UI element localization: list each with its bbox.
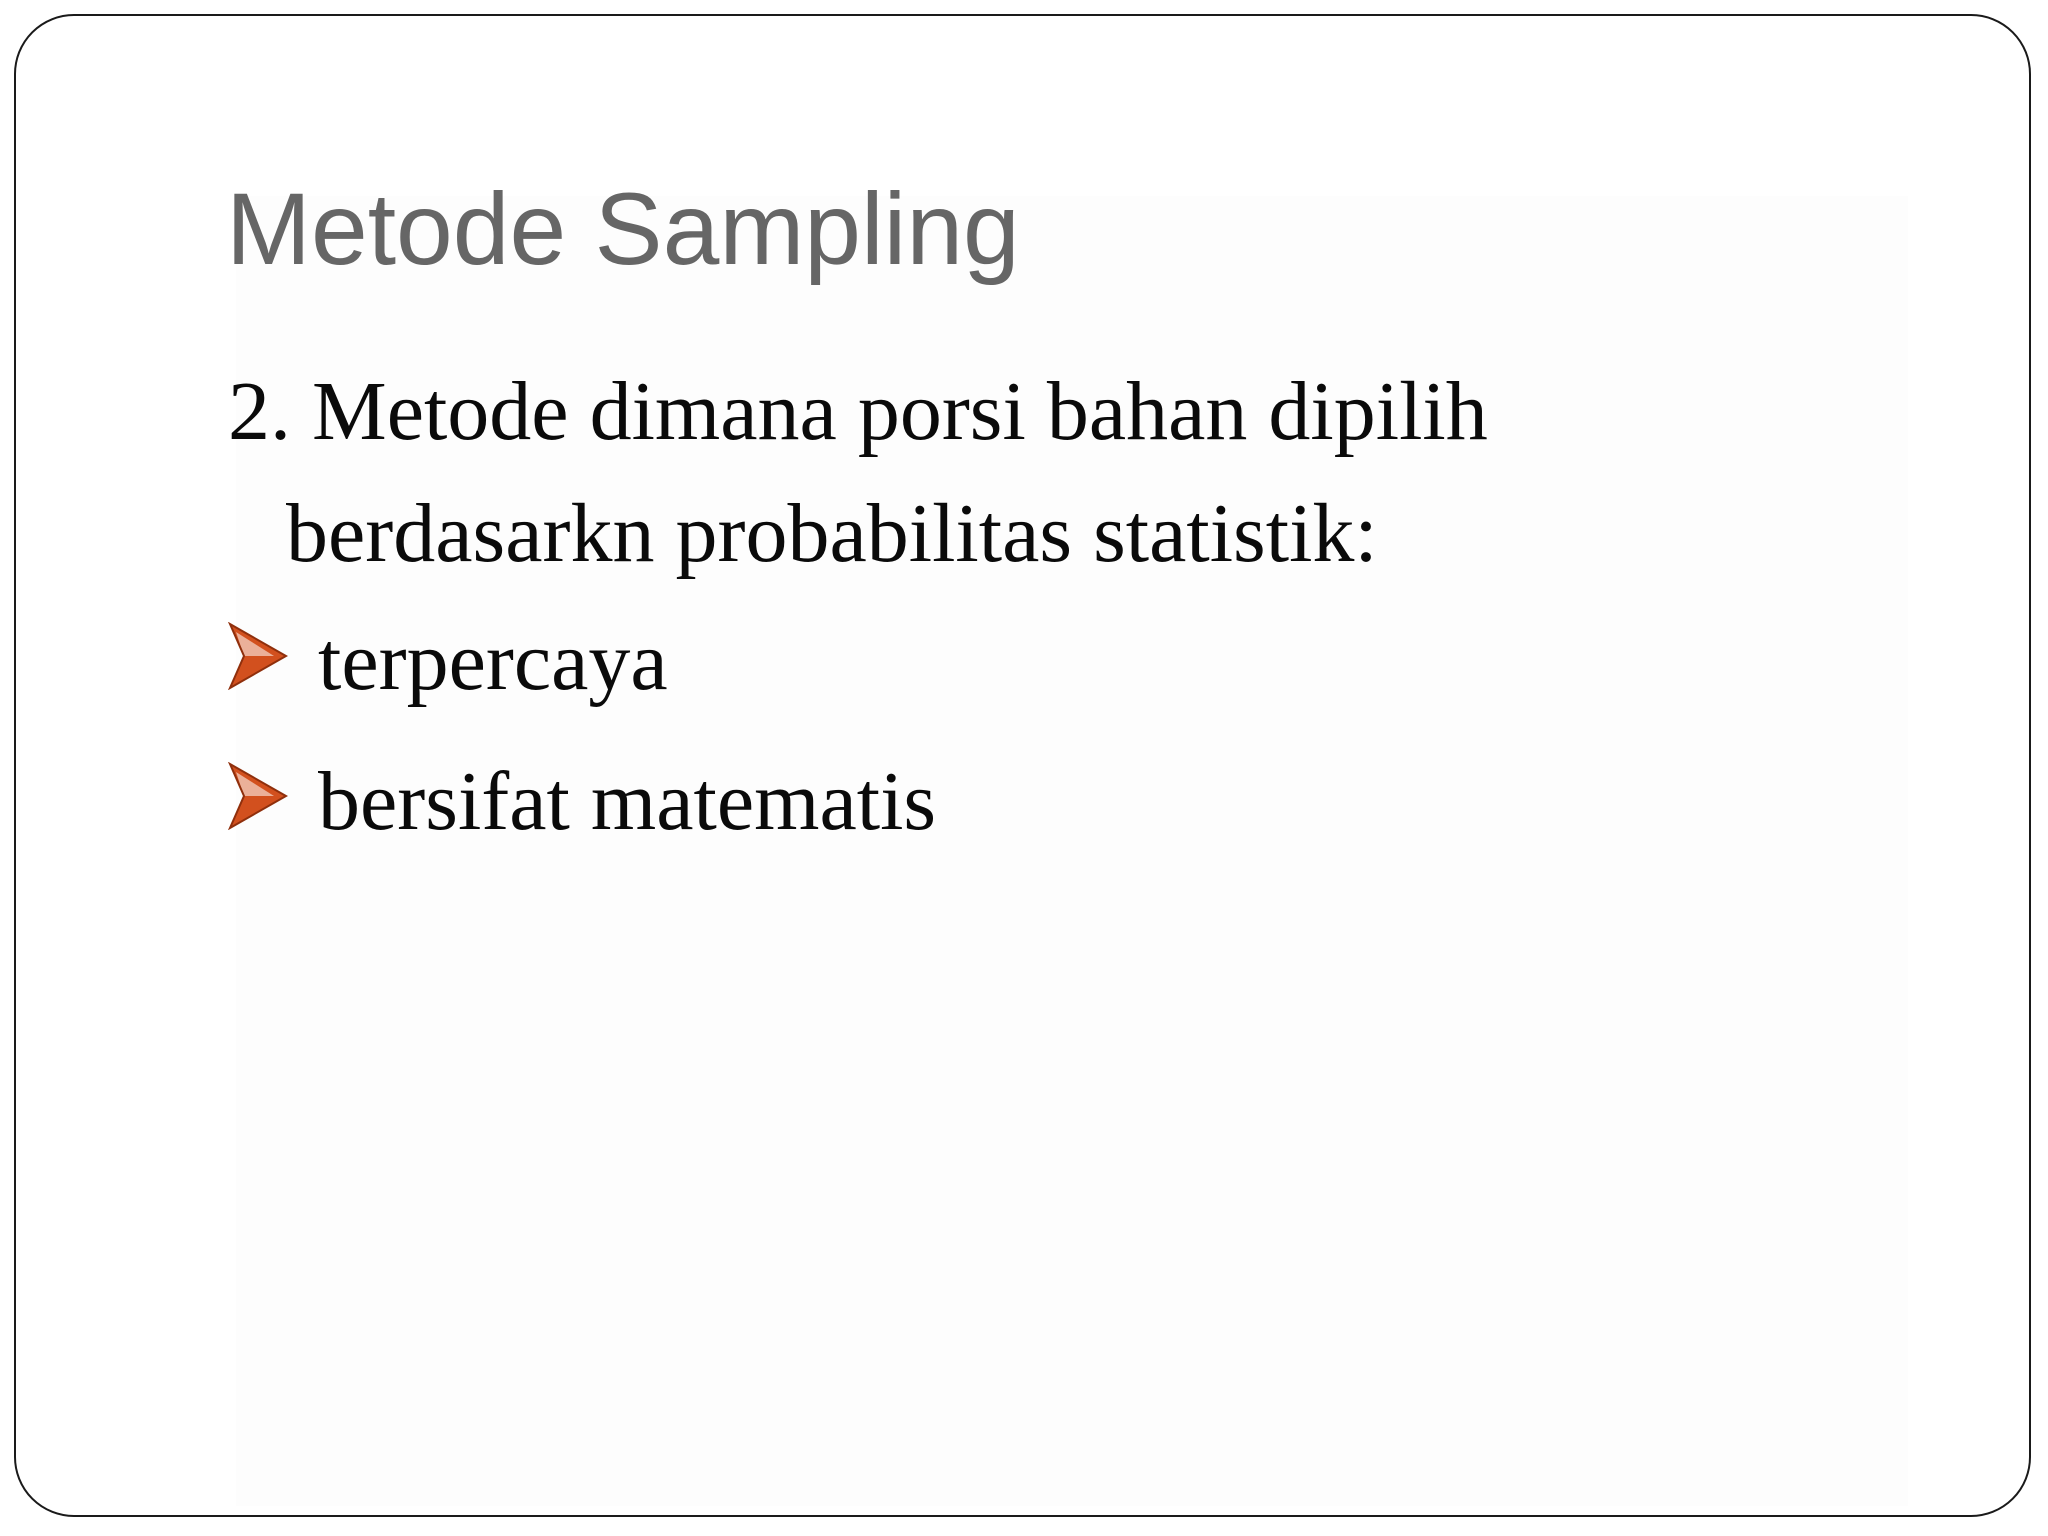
- bullet-item: [228, 615, 668, 708]
- slide-title: Metode Sampling: [226, 172, 1020, 286]
- arrow-bullet-icon: [228, 622, 288, 690]
- arrow-bullet-icon: [228, 762, 288, 830]
- bullet-text: bersifat matematis: [318, 755, 937, 848]
- bullet-text: terpercaya: [318, 615, 668, 708]
- body-line-2: berdasarkn probabilitas statistik:: [286, 487, 1378, 580]
- bullet-item: [228, 755, 937, 848]
- body-line-1: 2. Metode dimana porsi bahan dipilih: [228, 365, 1488, 458]
